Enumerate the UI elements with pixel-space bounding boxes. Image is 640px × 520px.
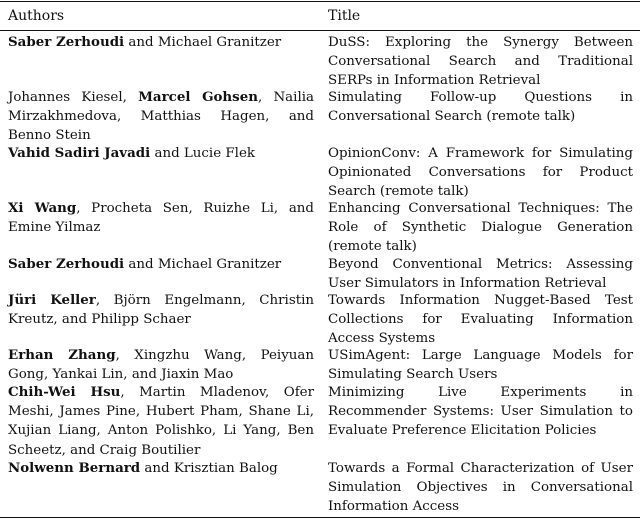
title-cell: Beyond Conventional Metrics: Assessing User Simulators in Information Retrieval: [328, 257, 633, 292]
bottom-rule: [0, 517, 640, 518]
authors-cell: [8, 199, 314, 237]
presenting-author: Saber Zerhoudi: [8, 256, 125, 272]
other-authors: , Nailia Mirzakhmedova, Matthias Hagen, and Benno Stein: [8, 90, 314, 144]
table-header: [0, 5, 640, 27]
title-cell: Towards Information Nugget-Based Test Collections for Evaluating Information Access Systems: [328, 293, 633, 347]
authors-cell: [8, 291, 314, 329]
presenting-author: Erhan Zhang: [8, 347, 116, 363]
other-authors: , Martin Mladenov, Ofer Meshi, James Pine, Hubert Pham, Shane Li, Xujian Liang, Anton Polishko, Li Yang, Ben Scheetz, and Craig Boutilier: [8, 385, 314, 458]
presenting-author: Xi Wang: [8, 200, 77, 216]
other-authors: , Björn Engelmann, Christin Kreutz, and Philipp Schaer: [8, 293, 314, 328]
title-cell: Enhancing Conversational Techniques: The Role of Synthetic Dialogue Generation (remote talk): [328, 201, 633, 255]
title-cell: Simulating Follow-up Questions in Conversational Search (remote talk): [328, 90, 633, 125]
title-cell: Minimizing Live Experiments in Recommender Systems: User Simulation to Evaluate Preference Elicitation Policies: [328, 385, 633, 439]
title-cell: DuSS: Exploring the Synergy Between Conversational Search and Traditional SERPs in Information Retrieval: [328, 35, 633, 89]
presenting-author: Chih-Wei Hsu: [8, 384, 121, 400]
presenting-author: Marcel Gohsen: [138, 89, 258, 105]
presenting-author: Vahid Sadiri Javadi: [8, 145, 151, 161]
title-cell: OpinionConv: A Framework for Simulating Opinionated Conversations for Product Search (remote talk): [328, 146, 633, 200]
top-rule: [0, 1, 640, 2]
other-authors: and Krisztian Balog: [140, 461, 278, 476]
authors-cell: [8, 346, 314, 384]
presenting-author: Jüri Keller: [8, 292, 96, 308]
authors-cell: [8, 144, 314, 163]
other-authors: and Lucie Flek: [150, 146, 255, 161]
presenting-author: Nolwenn Bernard: [8, 460, 141, 476]
authors-cell: [8, 255, 314, 274]
authors-cell: [8, 459, 314, 478]
authors-cell: [8, 33, 314, 52]
title-cell: Towards a Formal Characterization of User Simulation Objectives in Conversational Information Access: [328, 461, 633, 515]
title-column-header: Title: [328, 8, 361, 24]
other-authors: , Xingzhu Wang, Peiyuan Gong, Yankai Lin, and Jiaxin Mao: [8, 348, 314, 383]
presenting-author: Saber Zerhoudi: [8, 34, 125, 50]
other-authors: and Michael Granitzer: [124, 257, 282, 272]
header-rule: [0, 30, 640, 31]
other-authors: and Michael Granitzer: [124, 35, 282, 50]
other-authors: , Procheta Sen, Ruizhe Li, and Emine Yilmaz: [8, 201, 315, 236]
authors-cell: [8, 383, 314, 460]
authors-column-header: Authors: [8, 8, 65, 24]
leading-authors: Johannes Kiesel,: [8, 90, 139, 105]
authors-cell: [8, 88, 314, 146]
title-cell: USimAgent: Large Language Models for Simulating Search Users: [328, 348, 633, 383]
